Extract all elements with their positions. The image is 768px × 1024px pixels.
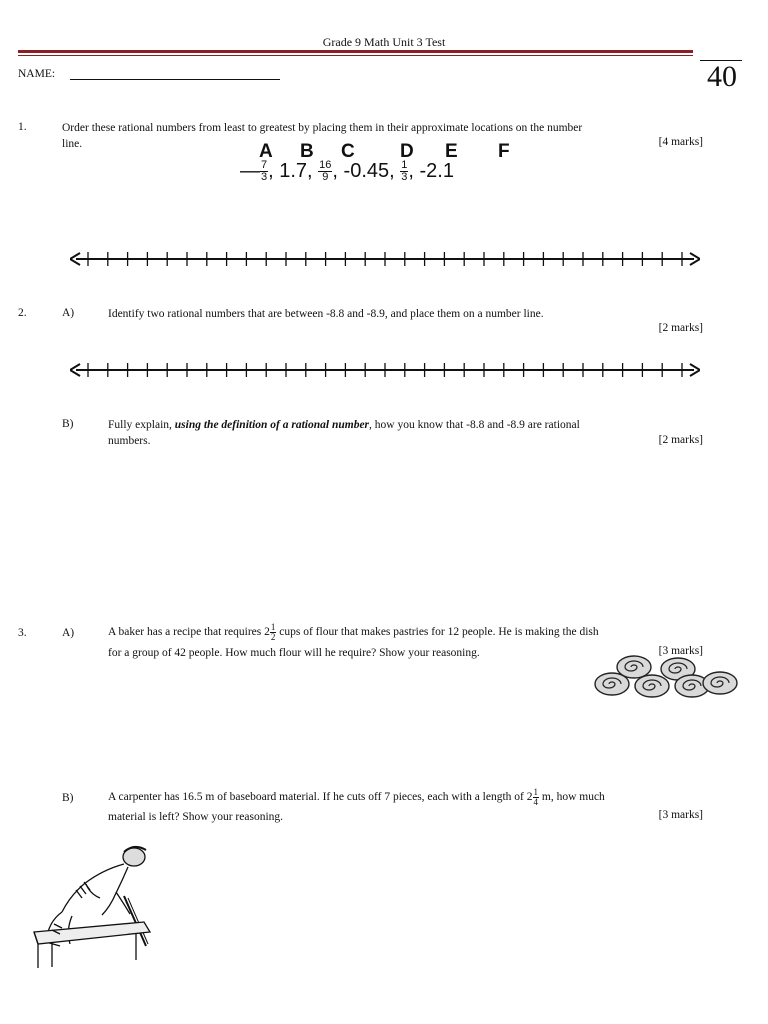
letter-e: E (445, 141, 458, 162)
q1-number: 1. (18, 121, 27, 133)
page-header-title: Grade 9 Math Unit 3 Test (322, 35, 446, 49)
q2-number-line[interactable] (70, 359, 700, 381)
header-rule-thin (18, 55, 693, 56)
q2b-text: Fully explain, using the definition of a rational number, how you know that -8.8 and -8.9 are rational (108, 419, 580, 431)
num-a-fraction: $\frac{7}{3}$ (261, 159, 268, 184)
q3b-fraction: $\frac{1}{4}$ (533, 787, 538, 807)
letter-a: A (259, 141, 273, 162)
name-label: NAME: (18, 68, 56, 80)
q2b-emphasis: using the definition of a rational number (174, 419, 370, 431)
num-d: -0.45, (343, 160, 395, 182)
q1-marks: [4 marks] (658, 136, 703, 148)
num-e-fraction: $\frac{1}{3}$ (401, 159, 408, 184)
q2a-label: A) (62, 307, 75, 319)
carpenter-illustration (24, 840, 154, 970)
q3a-fraction: $\frac{1}{2}$ (270, 622, 276, 642)
num-a-sign: — (240, 160, 260, 182)
num-f: -2.1 (419, 160, 454, 182)
q2a-text: Identify two rational numbers that are between -8.8 and -8.9, and place them on a number line. (108, 308, 544, 320)
letter-c: C (341, 141, 355, 162)
header-rule-thick (18, 50, 693, 53)
total-score: 40 (707, 60, 737, 93)
q3-number: 3. (18, 627, 27, 639)
q3a-text: A baker has a recipe that requires 2 $\frac{1}{2}$ cups of flour that makes pastries for 12 people. He is making the dish (108, 622, 599, 642)
q2-number: 2. (18, 307, 27, 319)
num-b: 1.7, (279, 160, 313, 182)
q2b-text-line2: numbers. (108, 435, 151, 447)
letter-b: B (300, 141, 314, 162)
letter-d: D (400, 141, 414, 162)
name-field[interactable] (70, 79, 280, 80)
letter-f: F (498, 141, 510, 162)
q2a-marks: [2 marks] (658, 322, 703, 334)
q3a-text-line2: for a group of 42 people. How much flour will he require? Show your reasoning. (108, 647, 480, 659)
q3b-label: B) (62, 792, 74, 804)
num-c-fraction: $\frac{16}{9}$ (319, 159, 332, 184)
pastries-illustration (592, 652, 740, 704)
q2b-marks: [2 marks] (658, 434, 703, 446)
q1-number-line[interactable] (70, 248, 700, 270)
q3a-label: A) (62, 627, 75, 639)
q1-text-line2: line. (62, 138, 83, 150)
q3a-marks: [3 marks] (658, 645, 703, 657)
q3b-text-line2: material is left? Show your reasoning. (108, 811, 284, 823)
q3b-text: A carpenter has 16.5 m of baseboard material. If he cuts off 7 pieces, each with a length of 2 $\frac{1}{4}$ m, how much (108, 787, 605, 807)
q1-number-list: — $\frac{7}{3}$ , 1.7, $\frac{16}{9}$ , -0.45, $\frac{1}{3}$ , -2.1 (240, 159, 454, 184)
q1-text-line1: Order these rational numbers from least to greatest by placing them in their approximate locations on the number (62, 122, 583, 134)
q2b-label: B) (62, 418, 74, 430)
q3b-marks: [3 marks] (658, 809, 703, 821)
